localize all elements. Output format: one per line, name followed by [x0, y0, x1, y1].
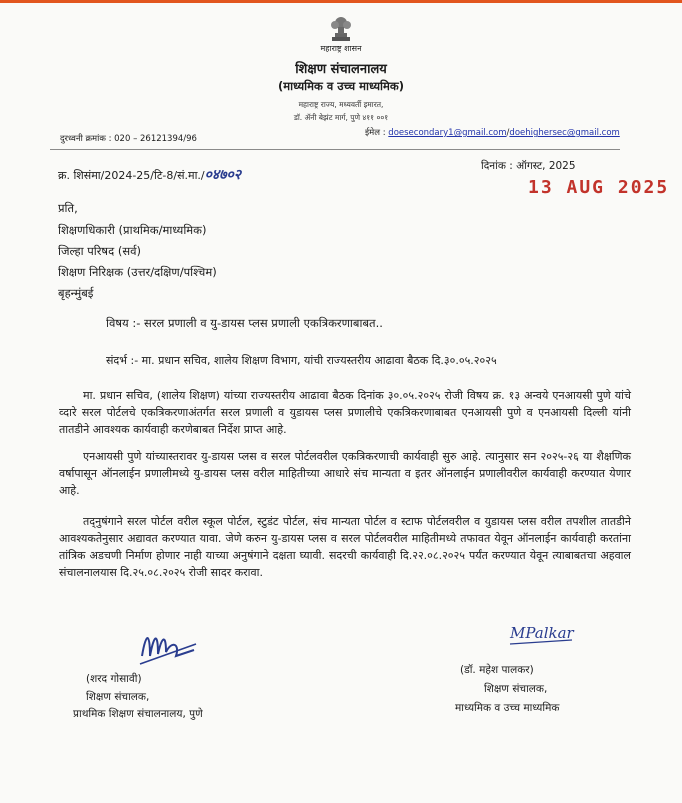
state-emblem-icon [326, 11, 356, 45]
directorate-subtitle: (माध्यमिक व उच्च माध्यमिक) [278, 79, 404, 93]
body-paragraph [59, 513, 631, 581]
signatory-right-designation: शिक्षण संचालक, [484, 683, 548, 695]
body-paragraph [59, 387, 631, 438]
signatory-right-name: (डॉ. महेश पालकर) [460, 664, 534, 676]
header-divider [50, 149, 620, 150]
addressee-line: जिल्हा परिषद (सर्व) [58, 244, 141, 258]
email-line [365, 127, 620, 138]
email-link-1[interactable]: doesecondary1@gmail.com [388, 128, 507, 138]
paragraph-text: तद्नुषंगाने सरल पोर्टल वरील स्कूल पोर्टल, स्टुडंट पोर्टल, संच मान्यता पोर्टल व स्टाफ पोर्टलवरील व युडायस प्लस वरील तपशील तातडीने आवश्यकतेनुसार अद्यावत करण्यात यावा. जेणे करुन यु-डायस प्लस व सरल पोर्टलवरील माहितीमध्ये तफावत येवून ऑनलाईन कार्यवाही करतांना तांत्रिक अडचणी निर्माण होणार नाही याच्या अनुषंगाने दक्षता घ्यावी. सदरची कार्यवाही दि.२२.०८.२०२५ पर्यंत करण्यात येवून त्याबाबतचा अहवाल संचालनालयास दि.२५.०८.२०२५ रोजी सादर करावा. [59, 515, 631, 579]
reference-prefix: क्र. शिसंमा/2024-25/टि-8/सं.मा./ [58, 169, 205, 182]
addressee-line: बृहन्मुंबई [58, 286, 94, 300]
directorate-title: शिक्षण संचालनालय [295, 62, 387, 77]
address-line-2: डॉ. ॲनी बेझंट मार्ग, पुणे ४११ ००१ [293, 113, 389, 122]
gov-name: महाराष्ट्र शासन [320, 44, 362, 53]
signatory-left-designation: शिक्षण संचालक, [86, 691, 150, 703]
letter-page [0, 3, 682, 803]
phone-number: दुरध्वनी क्रमांक : 020 – 26121394/96 [60, 134, 197, 144]
date-stamp: 13 AUG 2025 [528, 177, 670, 198]
email-link-2[interactable]: doehighersec@gmail.com [509, 128, 620, 138]
signatory-left-name: (शरद गोसावी) [86, 673, 142, 685]
date-label: दिनांक : ऑगस्ट, 2025 [481, 160, 576, 172]
reference-line: संदर्भ :- मा. प्रधान सचिव, शालेय शिक्षण विभाग, यांची राज्यस्तरीय आढावा बैठक दि.३०.०५.२०२५ [106, 354, 497, 367]
signature-right [506, 618, 576, 650]
address-line-1: महाराष्ट्र राज्य, मध्यवर्ती इमारत, [298, 100, 384, 109]
signatory-right-office: माध्यमिक व उच्च माध्यमिक [455, 702, 560, 714]
body-paragraph [59, 448, 631, 499]
addressee-line: प्रति, [58, 201, 78, 215]
reference-handwritten-number: ०४७०२ [204, 167, 242, 183]
signature-left [136, 626, 200, 670]
paragraph-text: मा. प्रधान सचिव, (शालेय शिक्षण) यांच्या राज्यस्तरीय आढावा बैठक दिनांक ३०.०५.२०२५ रोजी विषय क्र. १३ अन्वये एनआयसी पुणे यांचे व्दारे सरल पोर्टलचे एकत्रिकरणाअंतर्गत सरल प्रणाली व युडायस प्लस प्रणालीचे एकत्रिकरणाबाबत एनआयसी पुणे व एनआयसी दिल्ली यांनी तातडीने आवश्यक कार्यवाही करणेबाबत निर्देश प्राप्त आहे. [59, 389, 631, 436]
addressee-line: शिक्षण निरिक्षक (उत्तर/दक्षिण/पश्चिम) [58, 265, 217, 279]
email-separator: / [506, 128, 510, 138]
signature-text: MPalkar [510, 624, 574, 642]
email-label: ईमेल : [365, 128, 386, 138]
subject-line: विषय :- सरल प्रणाली व यु-डायस प्लस प्रणाली एकत्रिकरणाबाबत.. [106, 316, 383, 330]
signatory-left-office: प्राथमिक शिक्षण संचालनालय, पुणे [73, 708, 203, 720]
reference-number [58, 165, 241, 184]
paragraph-text: एनआयसी पुणे यांच्यास्तरावर यु-डायस प्लस व सरल पोर्टलवरील एकत्रिकरणाची कार्यवाही सुरु आहे. त्यानुसार सन २०२५-२६ या शैक्षणिक वर्षापासून ऑनलाईन प्रणालीमध्ये यु-डायस प्लस वरील माहितीच्या आधारे संच मान्यता व इतर ऑनलाईन प्रणालीवरील कार्यवाही करण्यात येणार आहे. [59, 450, 631, 497]
addressee-line: शिक्षणधिकारी (प्राथमिक/माध्यमिक) [58, 223, 207, 237]
